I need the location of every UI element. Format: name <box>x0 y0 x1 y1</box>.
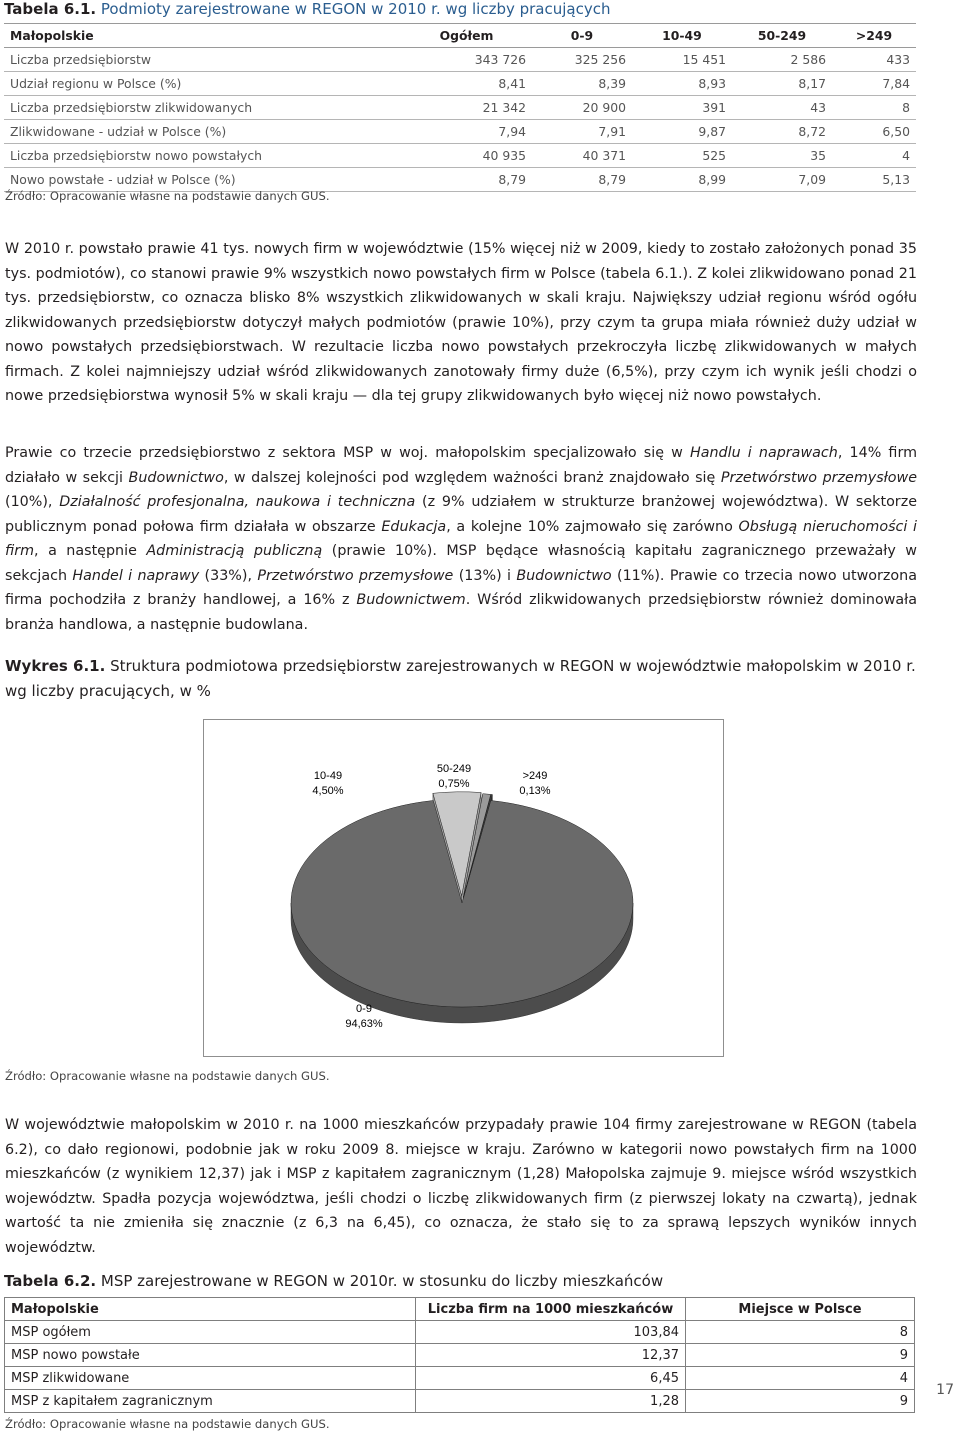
pie-chart-svg <box>204 720 723 1056</box>
table2-cell: MSP zlikwidowane <box>5 1367 416 1390</box>
table2-caption-text: MSP zarejestrowane w REGON w 2010r. w stosunku do liczby mieszkańców <box>100 1272 664 1290</box>
table1-header: Ogółem <box>401 24 532 48</box>
pie-category-label: 10-49 <box>313 770 343 782</box>
table2-caption <box>4 1272 663 1290</box>
table1-cell: 8,79 <box>532 168 632 192</box>
table1-cell: 20 900 <box>532 96 632 120</box>
table2-header: Miejsce w Polsce <box>686 1298 915 1321</box>
table2-cell: 8 <box>686 1321 915 1344</box>
italic-text: Przetwórstwo przemysłowe <box>720 469 917 486</box>
text: (33%), <box>199 567 258 584</box>
table1-cell: 8,17 <box>732 72 832 96</box>
table2-cell: 12,37 <box>416 1344 686 1367</box>
pie-value-label: 94,63% <box>345 1018 383 1030</box>
text: Prawie co trzecie przedsiębiorstwo z sektora MSP w woj. małopolskim specjalizowało się w <box>5 445 690 461</box>
table2-cell: 9 <box>686 1344 915 1367</box>
table2-row <box>5 1344 915 1367</box>
table2-body <box>5 1321 915 1413</box>
table1-caption <box>4 0 610 18</box>
table2-header: Liczba firm na 1000 mieszkańców <box>416 1298 686 1321</box>
table1-cell: Udział regionu w Polsce (%) <box>4 72 401 96</box>
table1-cell: Zlikwidowane - udział w Polsce (%) <box>4 120 401 144</box>
table1-cell: 7,91 <box>532 120 632 144</box>
table1-cell: Liczba przedsiębiorstw nowo powstałych <box>4 144 401 168</box>
table2-cell: 6,45 <box>416 1367 686 1390</box>
text: , a następnie <box>34 543 147 559</box>
table1-cell: 7,09 <box>732 168 832 192</box>
table1-cell: 8,93 <box>632 72 732 96</box>
table1-header-row <box>4 24 916 48</box>
chart-caption <box>5 654 917 704</box>
table1-cell: 2 586 <box>732 48 832 72</box>
table1-header: 10-49 <box>632 24 732 48</box>
table1-cell: 325 256 <box>532 48 632 72</box>
text: (10%), <box>5 494 60 510</box>
pie-value-label: 0,75% <box>438 778 470 790</box>
table1-row <box>4 120 916 144</box>
table1-cell: 8,72 <box>732 120 832 144</box>
table1-cell: Nowo powstałe - udział w Polsce (%) <box>4 168 401 192</box>
text: (13%) i <box>453 567 517 584</box>
table1-cell: 391 <box>632 96 732 120</box>
table2-source: Źródło: Opracowanie własne na podstawie danych GUS. <box>5 1417 330 1431</box>
table2-cell: MSP nowo powstałe <box>5 1344 416 1367</box>
text: (z 9% udziałem w strukturze branżowej województwa). W sektorze publicznym ponad połowa firm działała w obszarze <box>5 494 917 535</box>
italic-text: Handlu i naprawach <box>689 445 838 461</box>
table2-cell: MSP ogółem <box>5 1321 416 1344</box>
table1-row <box>4 72 916 96</box>
italic-text: Handel i naprawy <box>72 567 200 584</box>
table1-header: 50-249 <box>732 24 832 48</box>
table1-row <box>4 96 916 120</box>
italic-text: Budownictwo <box>516 567 612 584</box>
table1-cell: 525 <box>632 144 732 168</box>
table2-row <box>5 1321 915 1344</box>
table2-cell: 4 <box>686 1367 915 1390</box>
italic-text: Budownictwem <box>356 592 466 608</box>
table1-cell: Liczba przedsiębiorstw <box>4 48 401 72</box>
table2-row <box>5 1367 915 1390</box>
text: . Wśród zlikwidowanych przedsiębiorstw również dominowała branża handlowa, a następnie budowlana. <box>5 592 918 633</box>
table2-header: Małopolskie <box>5 1298 416 1321</box>
chart-caption-label: Wykres 6.1. <box>5 657 106 675</box>
table1-cell: 40 935 <box>401 144 532 168</box>
table2-caption-label: Tabela 6.2. <box>4 1272 97 1290</box>
table1-cell: 7,84 <box>832 72 916 96</box>
paragraph-3: W województwie małopolskim w 2010 r. na 1000 mieszkańców przypadały prawie 104 firmy zarejestrowane w REGON (tabela 6.2), co dało regionowi, podobnie jak w roku 2009 8. miejsce w kraju. Zarówno w kategorii nowo powstałych firm na 1000 mieszkańców (z wynikiem 12,37) jak i MSP z kapitałem zagranicznym (1,28) Małopolska zajmuje 9. miejsce wśród wszystkich województw. Spadła pozycja województwa, jeśli chodzi o liczbę zlikwidowanych firm (z pierwszej lokaty na czwartą), jednak wartość ta nie zmieniła się znacznie (z 6,3 na 6,45), co oznacza, że stało się to za sprawą lepszych wyników innych województw. <box>5 1117 917 1256</box>
table1-cell: 15 451 <box>632 48 732 72</box>
text: (11%). Prawie co trzecia nowo utworzona firma pochodziła z branży handlowej, a 16% z <box>5 567 917 608</box>
chart-caption-text: Struktura podmiotowa przedsiębiorstw zarejestrowanych w REGON w województwie małopolskim w 2010 r. wg liczby pracujących, w % <box>5 657 916 700</box>
pie-category-label: 50-249 <box>436 763 472 775</box>
table1-cell: 6,50 <box>832 120 916 144</box>
pie-value-label: 4,50% <box>312 785 344 797</box>
table2-cell: 103,84 <box>416 1321 686 1344</box>
paragraph-2 <box>5 441 917 637</box>
table1-cell: 5,13 <box>832 168 916 192</box>
table2 <box>4 1297 915 1413</box>
table1-cell: Liczba przedsiębiorstw zlikwidowanych <box>4 96 401 120</box>
italic-text: Edukacja <box>381 518 447 535</box>
table1-cell: 7,94 <box>401 120 532 144</box>
table2-row <box>5 1390 915 1413</box>
pie-category-label: 0-9 <box>356 1003 372 1015</box>
table1-source: Źródło: Opracowanie własne na podstawie danych GUS. <box>5 189 330 203</box>
table1-cell: 21 342 <box>401 96 532 120</box>
table1-cell: 4 <box>832 144 916 168</box>
chart-source: Źródło: Opracowanie własne na podstawie danych GUS. <box>5 1069 330 1083</box>
table1-caption-label: Tabela 6.1. <box>4 0 97 18</box>
text: , w dalszej kolejności pod względem ważności branż znajdowało się <box>223 469 721 486</box>
italic-text: Obsługą nieruchomości i firm <box>5 518 918 559</box>
table1-cell: 8 <box>832 96 916 120</box>
italic-text: Budownictwo <box>128 469 224 486</box>
pie-value-label: 0,13% <box>519 785 551 797</box>
text: , a kolejne 10% zajmowało się zarówno <box>446 518 739 535</box>
italic-text: Przetwórstwo przemysłowe <box>257 567 454 584</box>
table1-body <box>4 48 916 192</box>
table2-cell: MSP z kapitałem zagranicznym <box>5 1390 416 1413</box>
italic-text: Działalność profesjonalna, naukowa i techniczna <box>59 494 416 510</box>
pie-chart <box>203 719 724 1057</box>
table1-row <box>4 168 916 192</box>
table1-cell: 35 <box>732 144 832 168</box>
table1-cell: 8,79 <box>401 168 532 192</box>
table1-row <box>4 48 916 72</box>
table1-caption-text: Podmioty zarejestrowane w REGON w 2010 r. wg liczby pracujących <box>100 0 611 18</box>
table1-header: Małopolskie <box>4 24 401 48</box>
table1-header: 0-9 <box>532 24 632 48</box>
table2-cell: 9 <box>686 1390 915 1413</box>
table1-cell: 40 371 <box>532 144 632 168</box>
table1-header: >249 <box>832 24 916 48</box>
italic-text: Administracją publiczną <box>146 543 323 559</box>
text: , 14% firm działało w sekcji <box>5 445 917 486</box>
table1-cell: 9,87 <box>632 120 732 144</box>
table1-cell: 343 726 <box>401 48 532 72</box>
table1 <box>4 23 916 192</box>
table2-cell: 1,28 <box>416 1390 686 1413</box>
paragraph-1: W 2010 r. powstało prawie 41 tys. nowych firm w województwie (15% więcej niż w 2009, kiedy to zostało założonych ponad 35 tys. podmiotów), co stanowi prawie 9% wszystkich nowo powstałych firm w Polsce (tabela 6.1.). Z kolei zlikwidowano ponad 21 tys. przedsiębiorstw, co oznacza blisko 8% wszystkich zlikwidowanych w skali kraju. Największy udział regionu wśród ogółu zlikwidowanych przedsiębiorstw dotyczył małych podmiotów (prawie 10%), przy czym ta grupa miała również duży udział w nowo powstałych przedsiębiorstwach. W rezultacie liczba nowo powstałych przekroczyła liczbę zlikwidowanych w małych firmach. Z kolei najmniejszy udział wśród zlikwidowanych zanotowały firmy duże (6,5%), przy czym ich wynik jeśli chodzi o nowe przedsiębiorstwa wynosił 5% w skali kraju — dla tej grupy zlikwidowanych było więcej niż nowo powstałych. <box>5 241 917 404</box>
page-number: 17 <box>936 1382 954 1398</box>
table1-cell: 8,41 <box>401 72 532 96</box>
table1-cell: 43 <box>732 96 832 120</box>
pie-category-label: >249 <box>522 770 548 782</box>
table1-cell: 8,39 <box>532 72 632 96</box>
table2-header-row <box>5 1298 915 1321</box>
table1-cell: 433 <box>832 48 916 72</box>
table1-cell: 8,99 <box>632 168 732 192</box>
table1-row <box>4 144 916 168</box>
text: (prawie 10%). MSP będące własnością kapitału zagranicznego przeważały w sekcjach <box>5 543 917 584</box>
